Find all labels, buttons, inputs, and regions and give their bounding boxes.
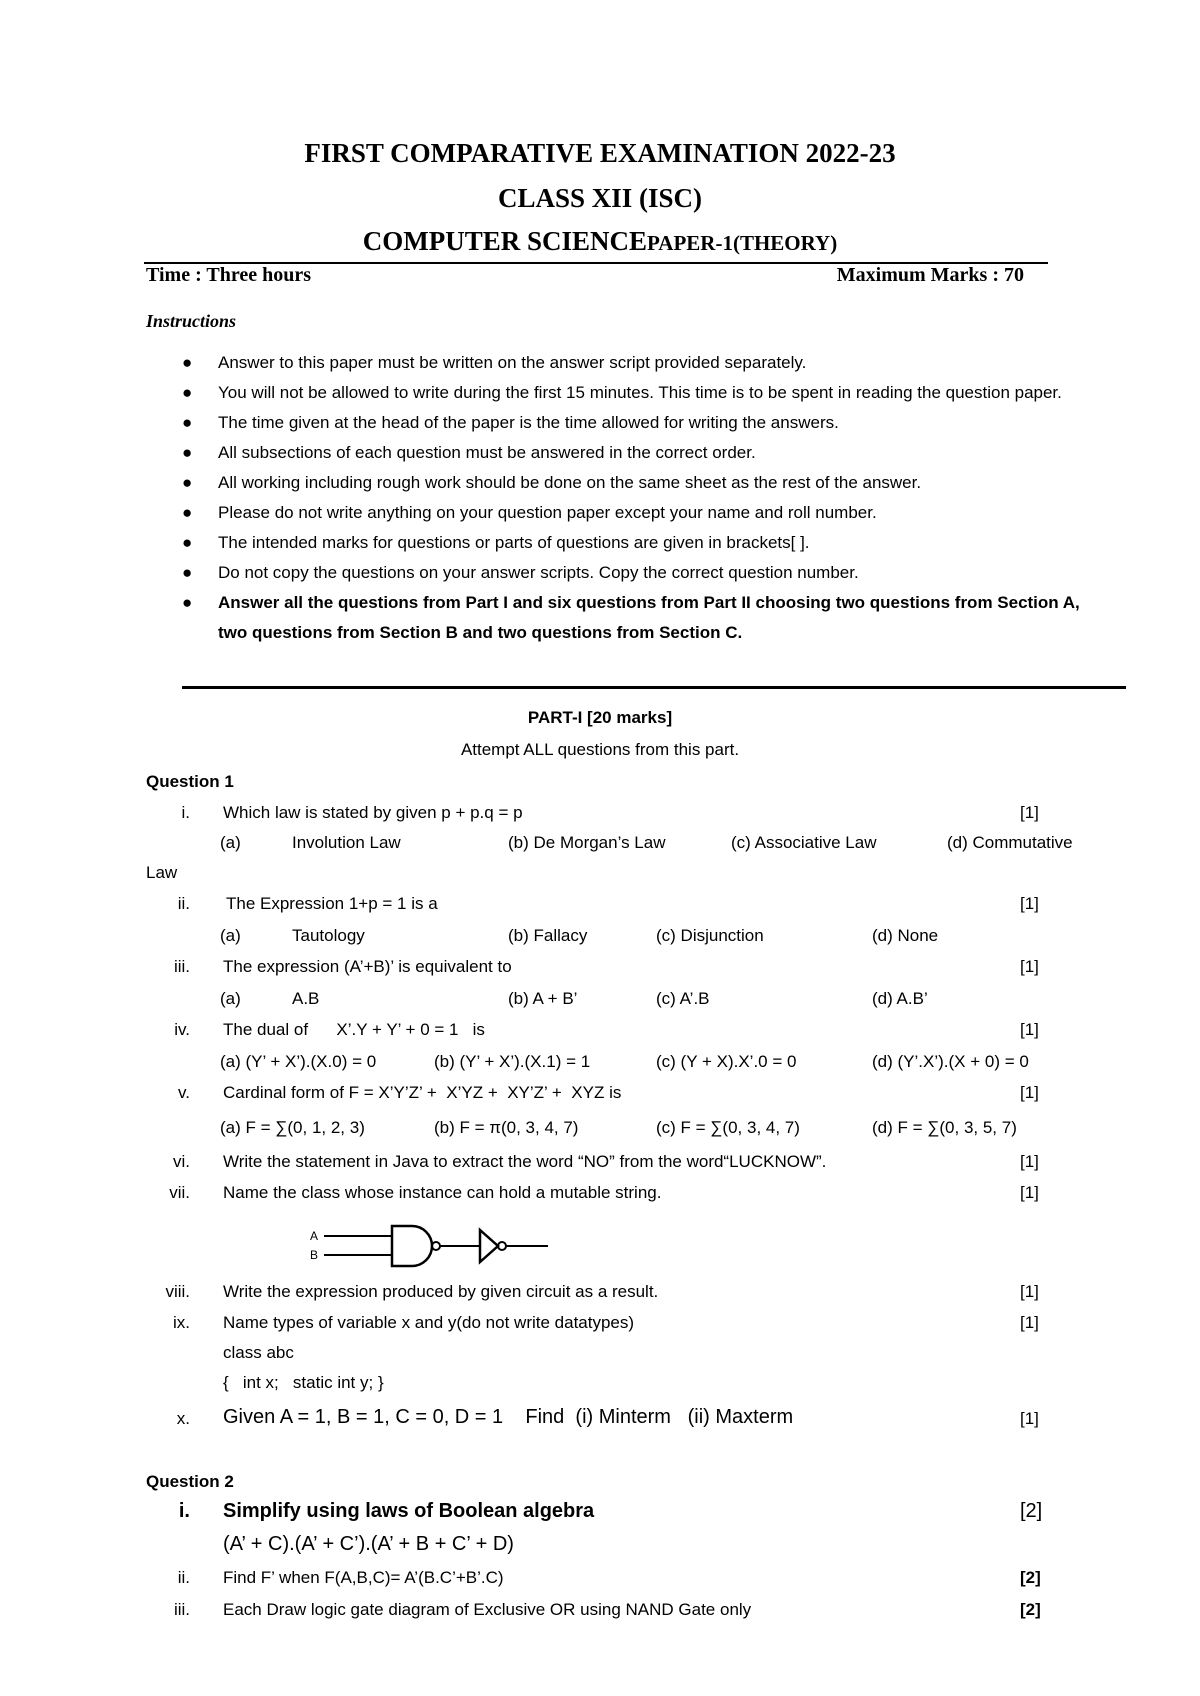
instructions-list: [182, 348, 1102, 648]
item-text: Name the class whose instance can hold a mutable string.: [223, 1183, 662, 1202]
bullet-icon: ●: [182, 413, 193, 432]
item-marks: [1]: [1020, 1313, 1039, 1332]
instruction-item: [182, 348, 1102, 378]
item-text: Simplify using laws of Boolean algebra: [223, 1500, 595, 1522]
option-d: (d) F = ∑(0, 3, 5, 7): [872, 1118, 1017, 1137]
item-number: v.: [178, 1083, 190, 1102]
option-b: (b) A + B’: [508, 989, 578, 1008]
option-a: (a) F = ∑(0, 1, 2, 3): [220, 1118, 365, 1137]
bullet-icon: ●: [182, 383, 193, 402]
option-c: (c) (Y + X).X’.0 = 0: [656, 1052, 797, 1071]
option-a-label: (a): [220, 926, 241, 945]
item-text: Given A = 1, B = 1, C = 0, D = 1 Find (i) Minterm (ii) Maxterm: [223, 1406, 794, 1428]
option-d: (d) (Y’.X’).(X + 0) = 0: [872, 1052, 1029, 1071]
instruction-text: The time given at the head of the paper is the time allowed for writing the answers.: [218, 413, 839, 432]
input-b-label: B: [310, 1248, 319, 1262]
item-marks: [1]: [1020, 1409, 1039, 1428]
max-marks-label: Maximum Marks : 70: [836, 264, 1024, 286]
instruction-item: [182, 528, 1102, 558]
bullet-icon: ●: [182, 503, 193, 522]
item-number: i.: [178, 1500, 190, 1522]
item-marks: [2]: [1020, 1568, 1041, 1587]
item-marks: [1]: [1020, 1083, 1039, 1102]
nand-gate-body: [392, 1226, 432, 1266]
item-marks: [1]: [1020, 803, 1039, 822]
item-number: ix.: [173, 1313, 190, 1332]
option-a: (a) (Y’ + X’).(X.0) = 0: [220, 1052, 377, 1071]
instruction-item: [182, 588, 1102, 648]
item-number: vi.: [173, 1152, 190, 1171]
item-marks: [2]: [1020, 1500, 1043, 1522]
instruction-item: [182, 468, 1102, 498]
option-d: (d) A.B’: [872, 989, 928, 1008]
part-subtitle: Attempt ALL questions from this part.: [460, 740, 740, 759]
instruction-item: [182, 558, 1102, 588]
option-b: (b) De Morgan’s Law: [508, 833, 666, 852]
instructions-rule: [182, 686, 1126, 689]
bullet-icon: ●: [182, 593, 193, 612]
item-number: iv.: [174, 1020, 190, 1039]
instruction-text: Answer all the questions from Part I and six questions from Part II choosing two questions from Section A, two questions from Section B and two questions from Section C.: [218, 593, 1080, 642]
option-d: (d) Commutative: [947, 833, 1073, 852]
option-a-text: A.B: [292, 989, 320, 1008]
bullet-icon: ●: [182, 533, 193, 552]
item-marks: [1]: [1020, 1020, 1039, 1039]
paper-name: PAPER-1(THEORY): [647, 231, 838, 255]
instruction-text: The intended marks for questions or parts of questions are given in brackets[ ].: [218, 533, 810, 552]
item-text: Cardinal form of F = X’Y’Z’ + X’YZ + XY’Z’ + XYZ is: [223, 1083, 622, 1102]
item-text: Each Draw logic gate diagram of Exclusive OR using NAND Gate only: [223, 1600, 752, 1619]
option-a-label: (a): [220, 833, 241, 852]
item-number: iii.: [173, 957, 190, 976]
bullet-icon: ●: [182, 353, 193, 372]
exam-title: FIRST COMPARATIVE EXAMINATION 2022-23: [304, 138, 896, 168]
option-a-text: Involution Law: [292, 833, 401, 852]
input-a-label: A: [310, 1229, 319, 1243]
item-marks: [1]: [1020, 1152, 1039, 1171]
bullet-icon: ●: [182, 563, 193, 582]
option-b: (b) (Y’ + X’).(X.1) = 1: [434, 1052, 591, 1071]
instruction-text: All subsections of each question must be answered in the correct order.: [218, 443, 756, 462]
instruction-text: Answer to this paper must be written on the answer script provided separately.: [218, 353, 807, 372]
item-text: Name types of variable x and y(do not write datatypes): [223, 1313, 635, 1332]
option-a-text: Tautology: [292, 926, 365, 945]
instructions-heading: Instructions: [146, 311, 237, 331]
option-c: (c) Associative Law: [731, 833, 877, 852]
item-text: Which law is stated by given p + p.q = p: [223, 803, 523, 822]
item-number: vii.: [169, 1183, 190, 1202]
option-d: (d) None: [872, 926, 939, 945]
item-text: The dual of X’.Y + Y’ + 0 = 1 is: [223, 1020, 485, 1039]
subject-name: COMPUTER SCIENCE: [362, 226, 648, 256]
bullet-icon: ●: [182, 473, 193, 492]
code-line: { int x; static int y; }: [223, 1373, 384, 1392]
instruction-text: All working including rough work should be done on the same sheet as the rest of the answer.: [218, 473, 922, 492]
item-number: viii.: [165, 1282, 190, 1301]
item-marks: [1]: [1020, 1183, 1039, 1202]
class-title: CLASS XII (ISC): [497, 183, 703, 213]
option-b: (b) F = π(0, 3, 4, 7): [434, 1118, 579, 1137]
option-c: (c) Disjunction: [656, 926, 764, 945]
item-marks: [1]: [1020, 894, 1039, 913]
code-line: class abc: [223, 1343, 294, 1362]
instruction-text: Do not copy the questions on your answer scripts. Copy the correct question number.: [218, 563, 859, 582]
item-number: iii.: [173, 1600, 190, 1619]
item-marks: [1]: [1020, 1282, 1039, 1301]
time-label: Time : Three hours: [146, 264, 312, 286]
nand-not-circuit-diagram: [300, 1224, 560, 1284]
item-number: i.: [181, 803, 190, 822]
instruction-item: [182, 408, 1102, 438]
instruction-text: You will not be allowed to write during the first 15 minutes. This time is to be spent in reading the question paper.: [218, 383, 1062, 402]
subject-title: [0, 226, 1200, 257]
instruction-item: [182, 498, 1102, 528]
item-text: Write the expression produced by given circuit as a result.: [223, 1282, 659, 1301]
item-number: ii.: [177, 1568, 190, 1587]
item-marks: [1]: [1020, 957, 1039, 976]
option-a-label: (a): [220, 989, 241, 1008]
item-text: The expression (A’+B)’ is equivalent to: [223, 957, 512, 976]
instruction-item: [182, 378, 1102, 408]
instruction-item: [182, 438, 1102, 468]
part-title: PART-I [20 marks]: [527, 708, 673, 727]
question-2-heading: Question 2: [146, 1472, 234, 1491]
option-d-continued: Law: [146, 863, 178, 882]
question-1-heading: Question 1: [146, 772, 234, 791]
instruction-text: Please do not write anything on your question paper except your name and roll number.: [218, 503, 877, 522]
item-marks: [2]: [1020, 1600, 1041, 1619]
item-text: The Expression 1+p = 1 is a: [226, 894, 438, 913]
option-c: (c) A’.B: [656, 989, 710, 1008]
option-c: (c) F = ∑(0, 3, 4, 7): [656, 1118, 800, 1137]
item-text: Find F’ when F(A,B,C)= A’(B.C’+B’.C): [223, 1568, 504, 1587]
not-gate-body: [480, 1230, 498, 1262]
expression: (A’ + C).(A’ + C’).(A’ + B + C’ + D): [223, 1533, 514, 1555]
option-b: (b) Fallacy: [508, 926, 588, 945]
item-number: ii.: [177, 894, 190, 913]
bullet-icon: ●: [182, 443, 193, 462]
item-text: Write the statement in Java to extract the word “NO” from the word“LUCKNOW”.: [223, 1152, 827, 1171]
item-number: x.: [176, 1409, 190, 1428]
